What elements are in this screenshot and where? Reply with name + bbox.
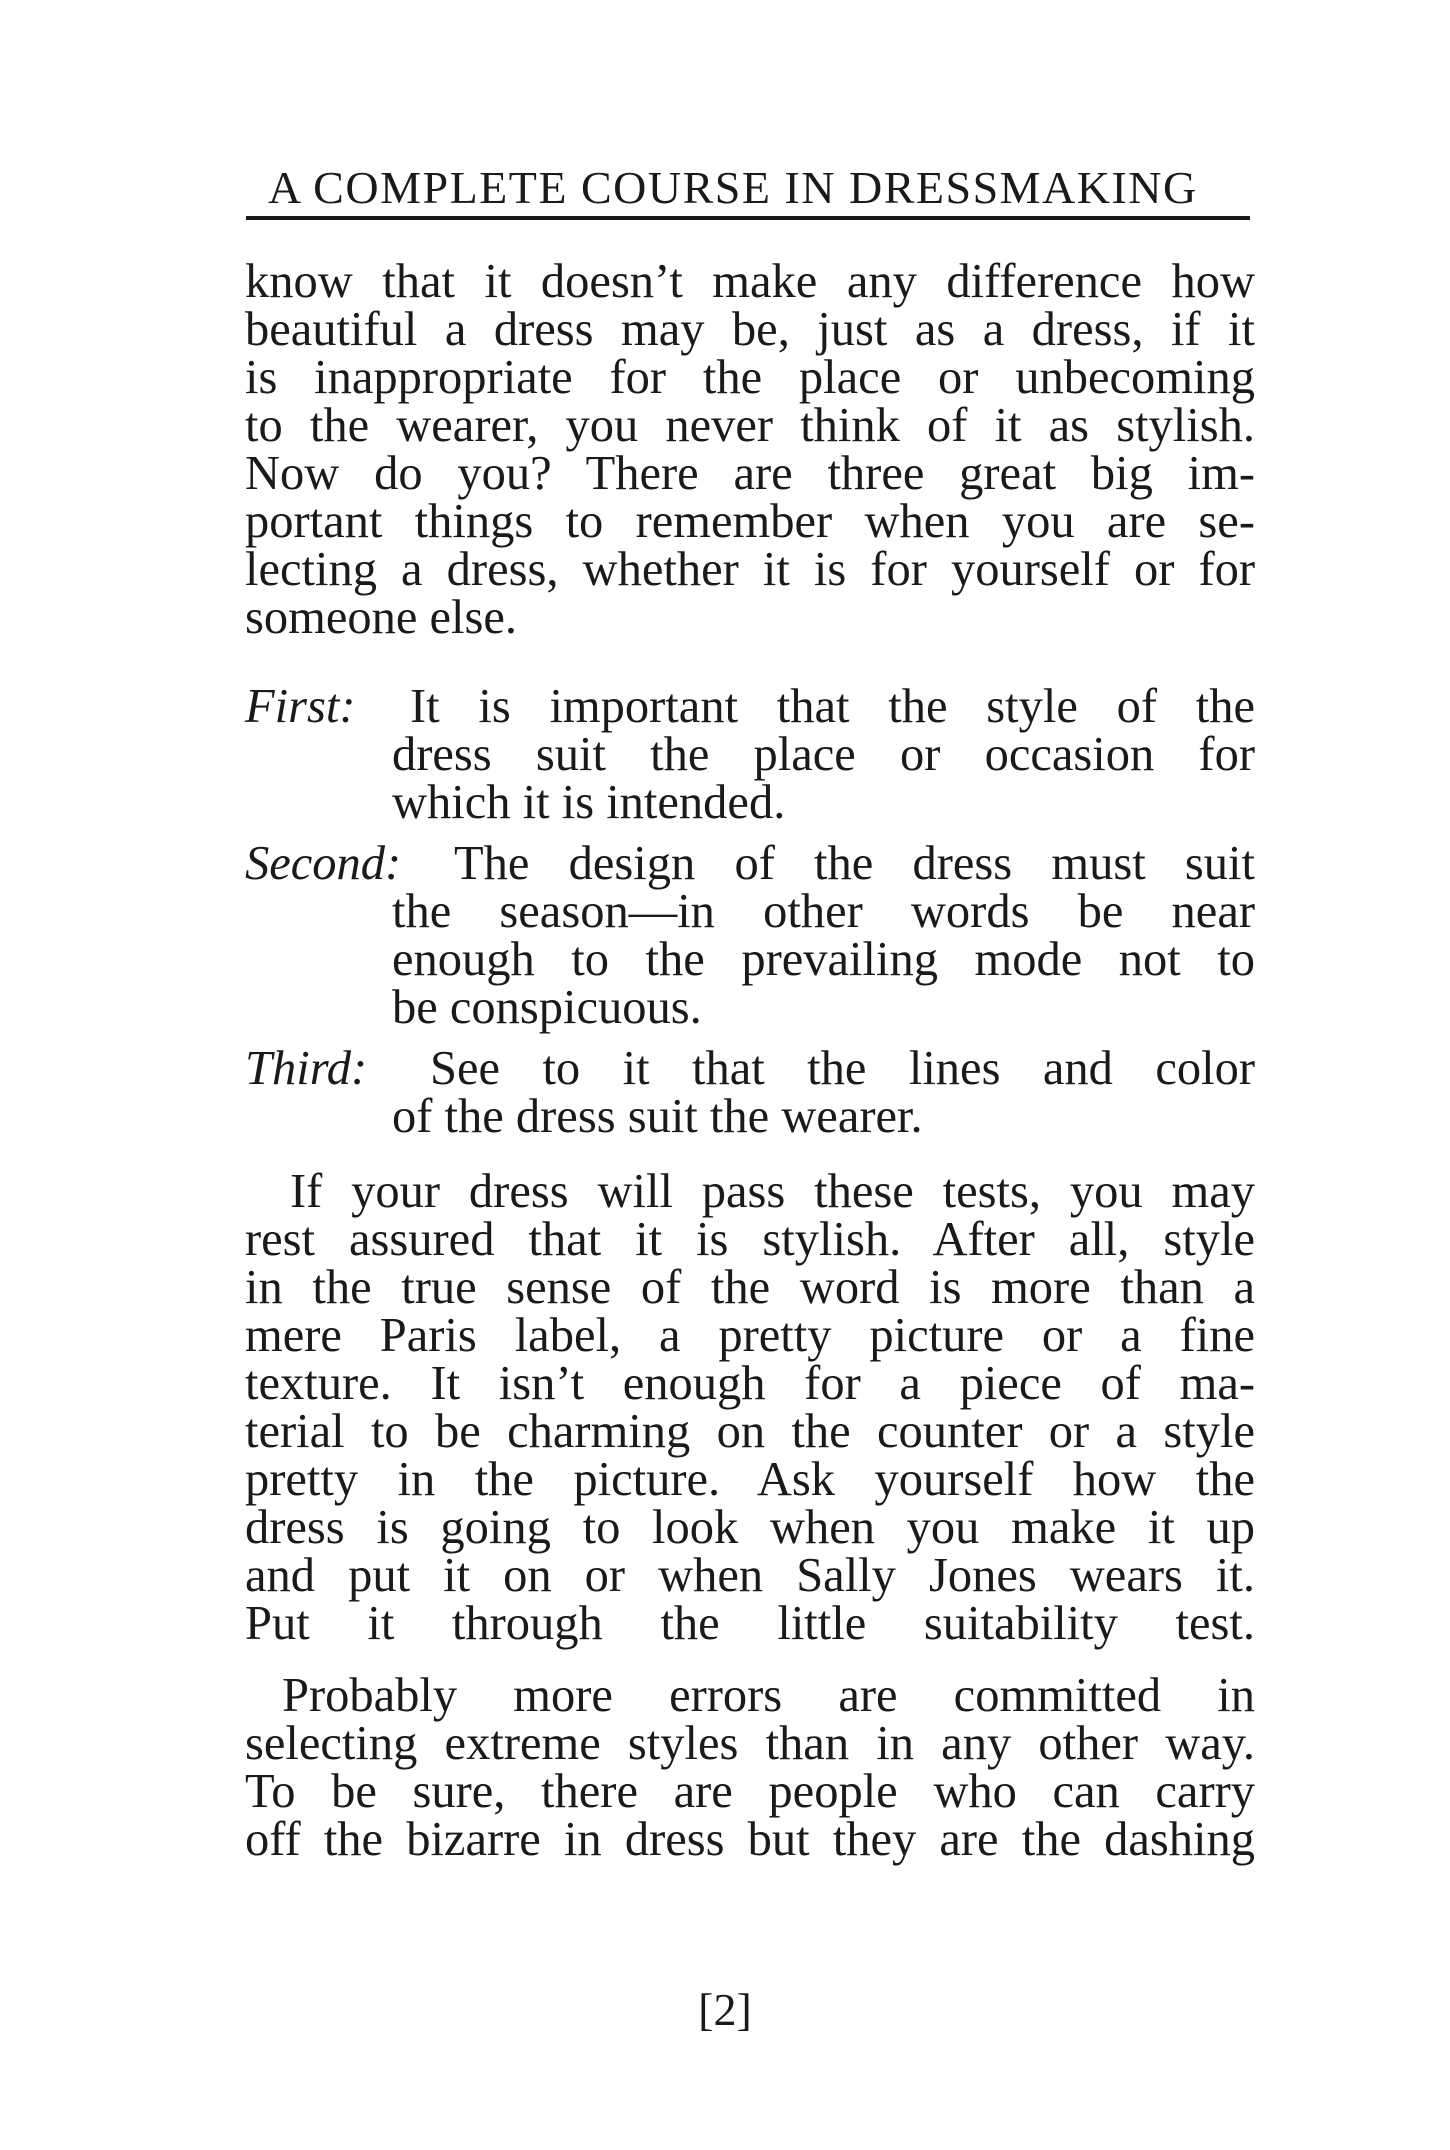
paragraph-2-line-6: terial to be charming on the counter or a style [245,1405,1255,1458]
paragraph-1-line-2: beautiful a dress may be, just as a dress, if it [245,303,1255,356]
header-rule [246,216,1250,220]
rule-label-second: Second: [245,837,402,890]
rule-second-line-4: be conspicuous. [392,981,702,1034]
paragraph-1-line-7: lecting a dress, whether it is for yourself or for [245,543,1255,596]
rule-first-line-2: dress suit the place or occasion for [392,728,1255,781]
paragraph-3-line-2: selecting extreme styles than in any other way. [245,1717,1255,1770]
rule-second-line-3: enough to the prevailing mode not to [392,933,1255,986]
rule-first-line-1: It is important that the style of the [410,680,1255,733]
rule-second-line-1: The design of the dress must suit [454,837,1255,890]
paragraph-2-line-3: in the true sense of the word is more than a [245,1261,1255,1314]
rule-second-line-2: the season—in other words be near [392,885,1255,938]
paragraph-2-line-5: texture. It isn’t enough for a piece of ma- [245,1357,1255,1410]
paragraph-2-line-8: dress is going to look when you make it up [245,1501,1255,1554]
paragraph-1-line-4: to the wearer, you never think of it as stylish. [245,399,1255,452]
paragraph-2-line-7: pretty in the picture. Ask yourself how the [245,1453,1255,1506]
paragraph-1-line-1: know that it doesn’t make any difference how [245,255,1255,308]
running-head: A COMPLETE COURSE IN DRESSMAKING [268,162,1198,213]
page-number: [2] [698,1984,752,2035]
paragraph-2-line-4: mere Paris label, a pretty picture or a fine [245,1309,1255,1362]
paragraph-3-line-4: off the bizarre in dress but they are the dashing [245,1813,1255,1866]
paragraph-2-line-9: and put it on or when Sally Jones wears it. [245,1549,1255,1602]
paragraph-1-line-3: is inappropriate for the place or unbecoming [245,351,1255,404]
paragraph-3-line-3: To be sure, there are people who can carry [245,1765,1255,1818]
rule-label-first: First: [245,680,356,733]
rule-label-third: Third: [245,1042,368,1095]
rule-third-line-2: of the dress suit the wearer. [392,1090,923,1143]
paragraph-1-line-5: Now do you? There are three great big im- [245,447,1255,500]
rule-first-line-3: which it is intended. [392,776,786,829]
paragraph-2-line-1: If your dress will pass these tests, you may [290,1165,1255,1218]
paragraph-2-line-2: rest assured that it is stylish. After all, style [245,1213,1255,1266]
paragraph-1-line-8: someone else. [245,591,518,644]
paragraph-2-line-10: Put it through the little suitability test. [245,1597,1255,1650]
rule-third-line-1: See to it that the lines and color [430,1042,1255,1095]
paragraph-1-line-6: portant things to remember when you are se- [245,495,1255,548]
paragraph-3-line-1: Probably more errors are committed in [282,1669,1255,1722]
